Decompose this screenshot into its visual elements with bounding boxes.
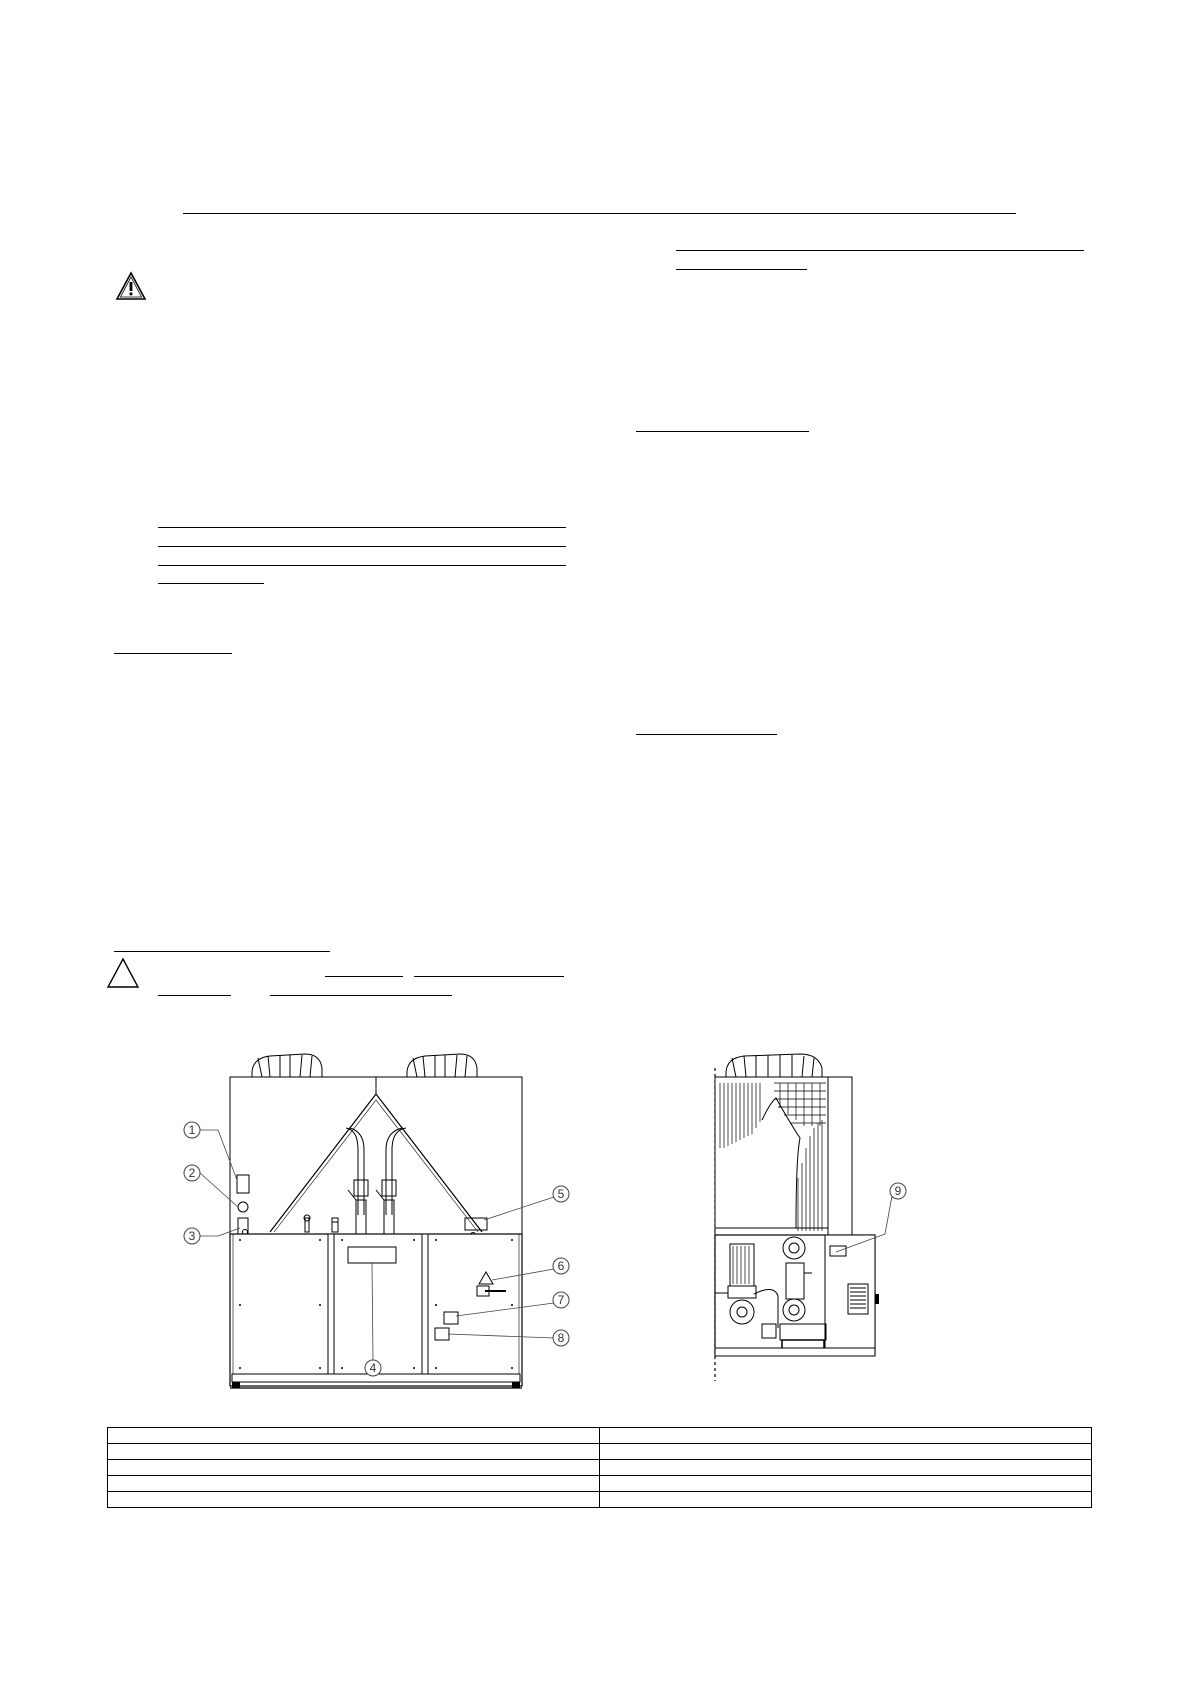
callout-5 — [553, 1186, 569, 1202]
table-cell — [108, 1428, 600, 1444]
right-rule-1 — [676, 250, 1084, 251]
svg-text:7: 7 — [557, 1293, 565, 1307]
svg-text:5: 5 — [557, 1187, 565, 1201]
front-callouts — [170, 1050, 590, 1405]
table-cell — [600, 1492, 1092, 1508]
table-cell — [600, 1428, 1092, 1444]
warning-rule-1 — [325, 976, 403, 977]
callout-7 — [553, 1292, 569, 1308]
svg-text:4: 4 — [369, 1361, 377, 1375]
table-cell — [108, 1460, 600, 1476]
side-callouts — [700, 1048, 970, 1388]
warning-rule-4 — [270, 995, 452, 996]
table-cell — [600, 1444, 1092, 1460]
callout-1 — [184, 1122, 200, 1138]
svg-text:2: 2 — [188, 1166, 196, 1180]
table-cell — [600, 1460, 1092, 1476]
left-heading-rule-1 — [114, 653, 232, 654]
table-row — [108, 1492, 1092, 1508]
table-cell — [108, 1444, 600, 1460]
left-rule-1 — [158, 527, 566, 528]
table-row — [108, 1428, 1092, 1444]
table-cell — [108, 1492, 600, 1508]
right-heading-rule-1 — [636, 431, 809, 432]
left-rule-3 — [158, 565, 566, 566]
warning-rule-3 — [158, 995, 231, 996]
svg-text:8: 8 — [557, 1331, 565, 1345]
table-row — [108, 1444, 1092, 1460]
callout-6 — [553, 1258, 569, 1274]
left-rule-4 — [158, 583, 264, 584]
table-row — [108, 1460, 1092, 1476]
callout-3 — [184, 1228, 200, 1244]
svg-text:6: 6 — [557, 1259, 565, 1273]
svg-text:3: 3 — [188, 1229, 196, 1243]
left-rule-2 — [158, 546, 566, 547]
callout-4 — [365, 1360, 381, 1376]
callout-9 — [890, 1183, 906, 1199]
svg-text:9: 9 — [894, 1184, 902, 1198]
table-cell — [600, 1476, 1092, 1492]
title-rule — [183, 213, 1016, 214]
table-cell — [108, 1476, 600, 1492]
warning-exclamation-icon — [116, 272, 146, 300]
svg-text:1: 1 — [188, 1123, 196, 1137]
right-rule-2 — [676, 269, 807, 270]
callout-2 — [184, 1165, 200, 1181]
table-row — [108, 1476, 1092, 1492]
legend-table — [107, 1427, 1092, 1508]
right-heading-rule-2 — [636, 734, 777, 735]
left-heading-rule-2 — [114, 951, 330, 952]
callout-8 — [553, 1330, 569, 1346]
warning-triangle-icon — [107, 958, 139, 988]
warning-rule-2 — [414, 976, 564, 977]
